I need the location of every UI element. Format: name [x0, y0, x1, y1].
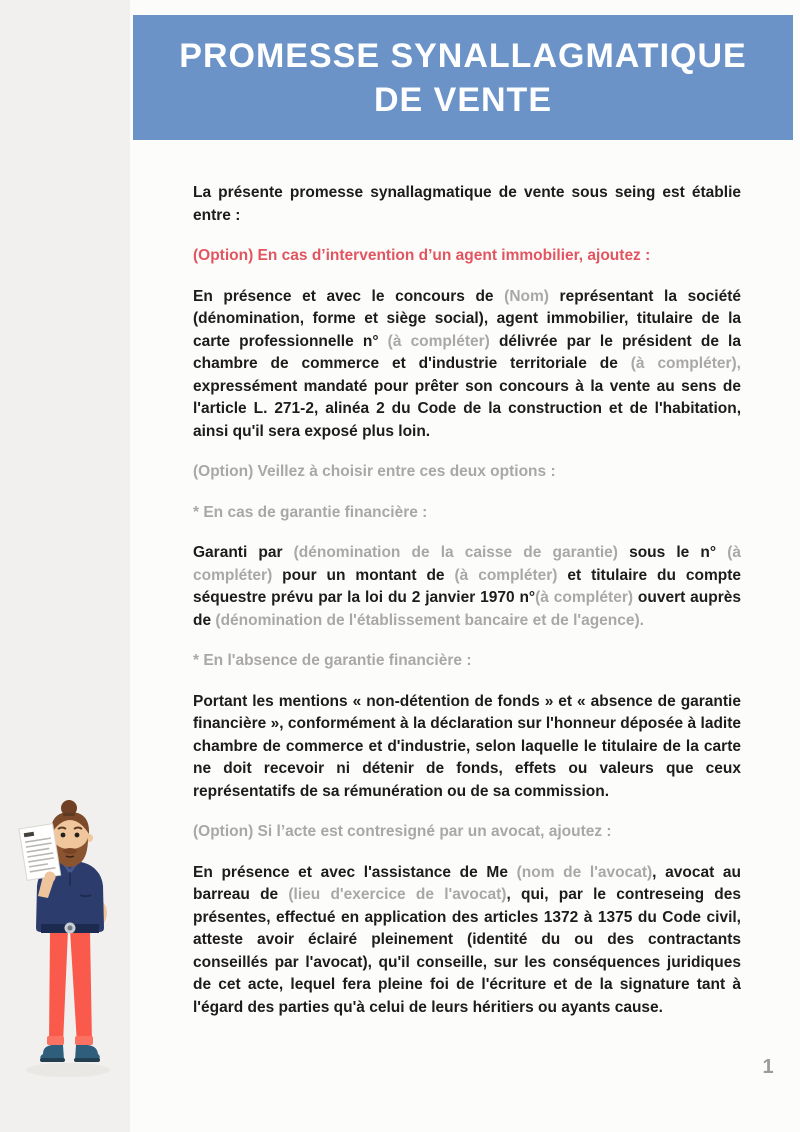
text-segment-gray: (Nom) — [504, 287, 549, 305]
document-header — [133, 15, 793, 140]
paragraph-heading — [193, 461, 741, 484]
text-segment-black: et titulaire du compte séquestre prévu par la loi du 2 janvier 1970 n° — [193, 566, 741, 606]
document-title-line-1: PROMESSE SYNALLAGMATIQUE — [179, 36, 747, 75]
text-segment-gray: (nom de l'avocat) — [516, 863, 653, 881]
text-segment-black: En présence et avec le concours de — [193, 287, 505, 305]
text-segment-gray: (à compléter), — [630, 355, 741, 372]
man-shoes — [40, 1045, 100, 1062]
text-segment-black: En présence et avec l'assistance de Me — [193, 863, 517, 881]
paragraph-heading — [193, 502, 741, 525]
text-segment-gray: * En cas de garantie financière : — [193, 503, 428, 521]
text-segment-gray: (à compléter) — [454, 566, 558, 584]
man-shadow — [26, 1063, 110, 1077]
text-segment-black: sous le n° — [617, 544, 728, 561]
paragraph-heading — [193, 650, 741, 673]
text-segment-gray: (lieu d'exercice de l'avocat) — [288, 886, 507, 903]
document-title-line-2: DE VENTE — [373, 80, 553, 119]
text-segment-black: Portant les mentions « non-détention de fonds » et « absence de garantie financière », conformément à la déclaration sur l'honneur déposée à ladite chambre de commerce et d'industrie, selon laquelle le titulaire de la carte ne doit recevoir ni détenir de fonds, effets ou valeurs que ceux représentatifs de sa rémunération ou de sa commission. — [193, 692, 741, 800]
text-segment-gray: (Option) Si l’acte est contresigné par un avocat, ajoutez : — [193, 823, 612, 840]
text-segment-red: (Option) En cas d’intervention d’un agent immobilier, ajoutez : — [193, 247, 651, 264]
paragraph-heading — [193, 821, 741, 844]
man-pants — [47, 930, 93, 1045]
text-segment-gray: (à compléter) — [387, 332, 490, 350]
page-number: 1 — [762, 1056, 774, 1078]
document-body — [193, 182, 741, 1019]
paragraph — [193, 542, 741, 632]
text-segment-black: ouvert auprès de — [193, 589, 741, 629]
text-segment-black: délivrée par le président de la chambre de commerce et d'industrie territoriale de — [193, 332, 741, 372]
man-hand — [45, 872, 56, 883]
text-segment-black: , qui, par le contreseing des présentes, effectué en application des articles 1372 à 1375 du Code civil, atteste avoir éclairé pleinement (identité du ou des contractants conseillés par l'avocat), qu'il conseille, sur les conséquences juridiques de cet acte, lequel fera pleine foi de l'écriture et de la signature tant à l'égard des parties qu'à celui de leurs héritiers ou ayants cause. — [193, 886, 742, 1016]
text-segment-gray: * En l'absence de garantie financière : — [193, 652, 472, 669]
text-segment-black: La présente promesse synallagmatique de vente sous seing est établie entre : — [193, 184, 741, 224]
paragraph — [193, 286, 741, 444]
paragraph-heading — [193, 245, 741, 268]
text-segment-gray: (Option) Veillez à choisir entre ces deux options : — [193, 463, 556, 480]
text-segment-gray: (dénomination de la caisse de garantie) — [293, 544, 618, 561]
text-segment-black: expressément mandaté pour prêter son concours à la vente au sens de l'article L. 271-2, alinéa 2 du Code de la construction et de l'habitation, ainsi qu'il sera exposé plus loin. — [193, 377, 741, 440]
paragraph — [193, 182, 741, 227]
text-segment-black: , avocat au barreau de — [193, 863, 741, 903]
text-segment-gray: (à compléter) — [193, 544, 741, 584]
text-segment-black: Garanti par — [193, 544, 294, 561]
paragraph — [193, 691, 741, 804]
man-with-document-illustration — [10, 798, 120, 1088]
text-segment-gray: (à compléter) — [535, 589, 634, 606]
paragraph — [193, 862, 741, 1020]
text-segment-black: représentant la société (dénomination, forme et siège social), agent immobilier, titulaire de la carte professionnelle n° — [193, 287, 741, 350]
man-belt — [41, 923, 99, 934]
text-segment-gray: (dénomination de l'établissement bancaire et de l'agence). — [215, 611, 644, 629]
text-segment-black: pour un montant de — [272, 566, 455, 584]
